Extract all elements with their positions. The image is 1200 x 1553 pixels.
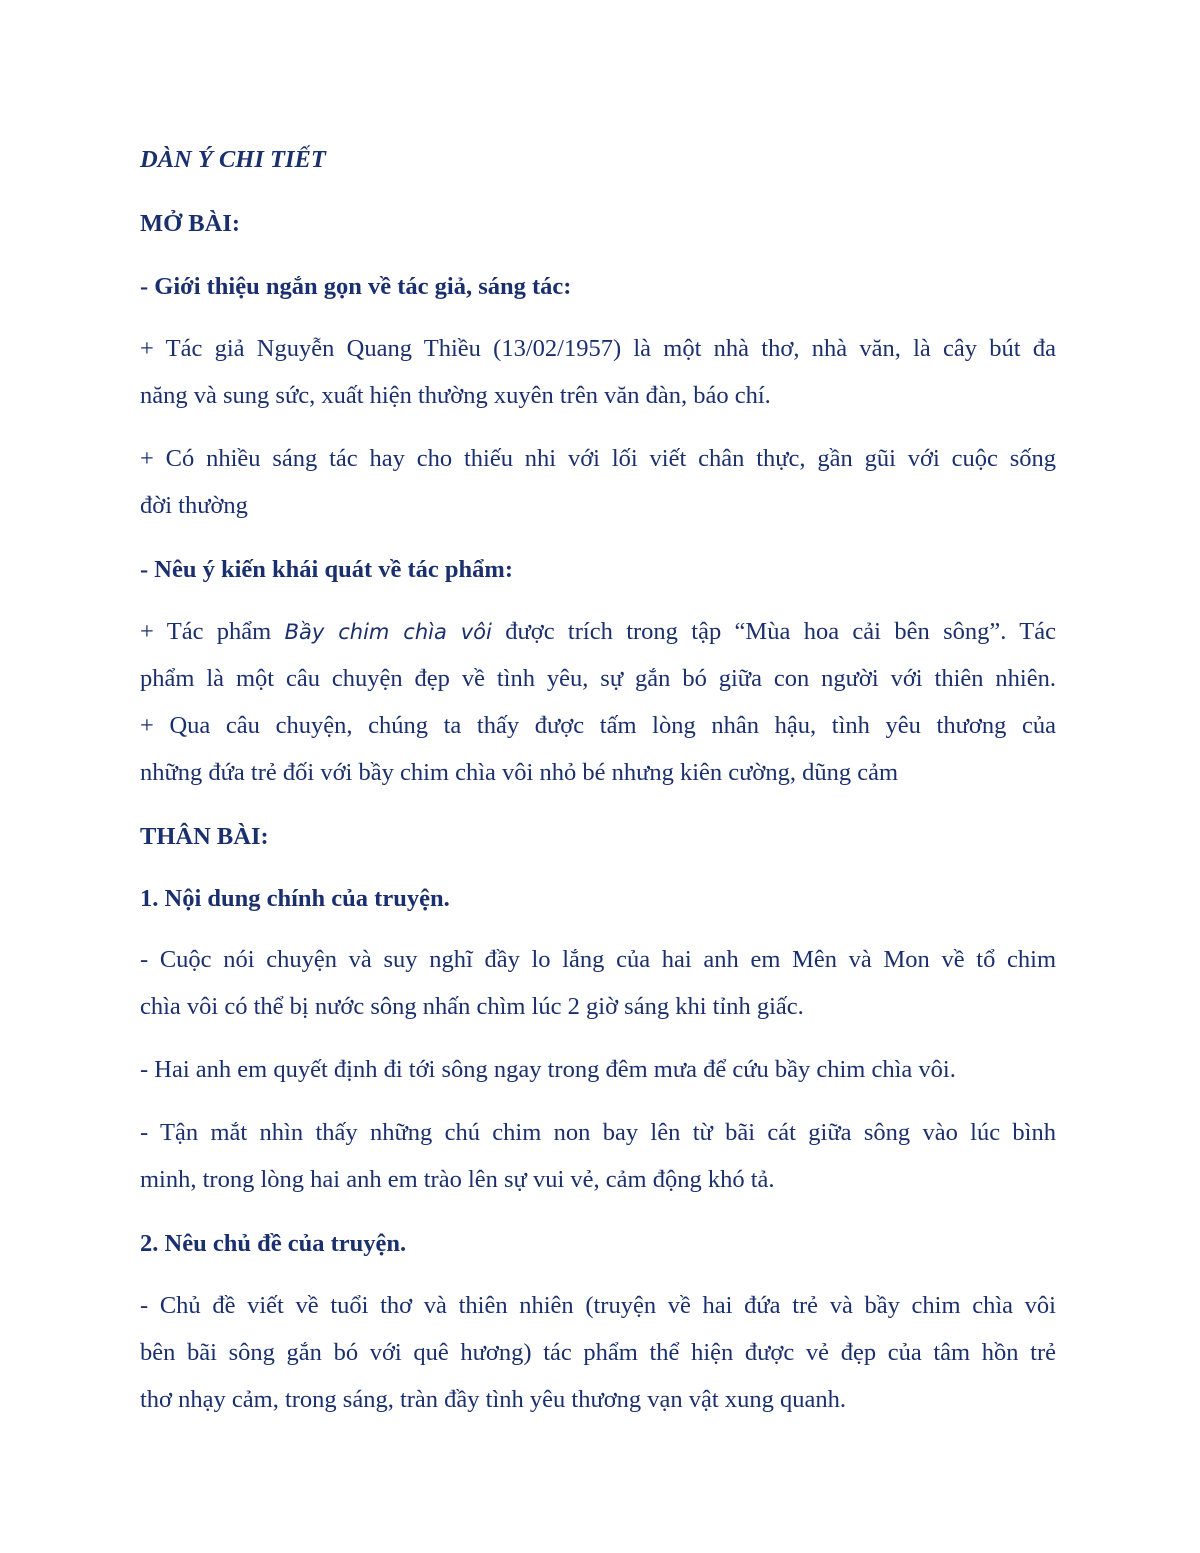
intro-point-work: - Nêu ý kiến khái quát về tác phẩm: [140,556,513,583]
intro-works-line-2: đời thường [140,492,248,519]
section-1-heading: 1. Nội dung chính của truyện. [140,885,450,912]
work-title: Bầy chim chìa vôi [284,620,492,644]
s1-item-c-line-1: - Tận mắt nhìn thấy những chú chim non bay lên từ bãi cát giữa sông vào lúc bình [140,1119,1056,1146]
intro-author-line-2: năng và sung sức, xuất hiện thường xuyên trên văn đàn, báo chí. [140,382,771,409]
intro-heading: MỞ BÀI: [140,210,241,237]
intro-point-author: - Giới thiệu ngắn gọn về tác giả, sáng tác: [140,273,572,300]
s1-item-a-line-2: chìa vôi có thể bị nước sông nhấn chìm lúc 2 giờ sáng khi tỉnh giấc. [140,993,804,1020]
intro-works-line-1: + Có nhiều sáng tác hay cho thiếu nhi với lối viết chân thực, gần gũi với cuộc sống [140,445,1056,472]
intro-work-line-1 [140,620,1056,645]
s2-item-a-line-2: bên bãi sông gắn bó với quê hương) tác phẩm thể hiện được vẻ đẹp của tâm hồn trẻ [140,1339,1056,1366]
intro-story-line-2: những đứa trẻ đối với bầy chim chìa vôi nhỏ bé nhưng kiên cường, dũng cảm [140,759,899,786]
s1-item-c-line-2: minh, trong lòng hai anh em trào lên sự vui vẻ, cảm động khó tả. [140,1166,775,1193]
intro-story-line-1: + Qua câu chuyện, chúng ta thấy được tấm lòng nhân hậu, tình yêu thương của [140,712,1056,739]
intro-work-line-2: phẩm là một câu chuyện đẹp về tình yêu, sự gắn bó giữa con người với thiên nhiên. [140,665,1056,692]
s1-item-a-line-1: - Cuộc nói chuyện và suy nghĩ đầy lo lắng của hai anh em Mên và Mon về tổ chim [140,946,1056,973]
section-2-heading: 2. Nêu chủ đề của truyện. [140,1230,407,1257]
intro-author-line-1: + Tác giả Nguyễn Quang Thiều (13/02/1957) là một nhà thơ, nhà văn, là cây bút đa [140,335,1056,362]
s1-item-b: - Hai anh em quyết định đi tới sông ngay trong đêm mưa để cứu bầy chim chìa vôi. [140,1056,956,1083]
body-heading: THÂN BÀI: [140,823,269,850]
work-suffix: được trích trong tập “Mùa hoa cải bên sông”. Tác [491,618,1056,645]
s2-item-a-line-1: - Chủ đề viết về tuổi thơ và thiên nhiên (truyện về hai đứa trẻ và bầy chim chìa vôi [140,1292,1056,1319]
s2-item-a-line-3: thơ nhạy cảm, trong sáng, tràn đầy tình yêu thương vạn vật xung quanh. [140,1386,846,1413]
document-title: DÀN Ý CHI TIẾT [140,146,326,173]
work-prefix: + Tác phẩm [140,618,285,645]
